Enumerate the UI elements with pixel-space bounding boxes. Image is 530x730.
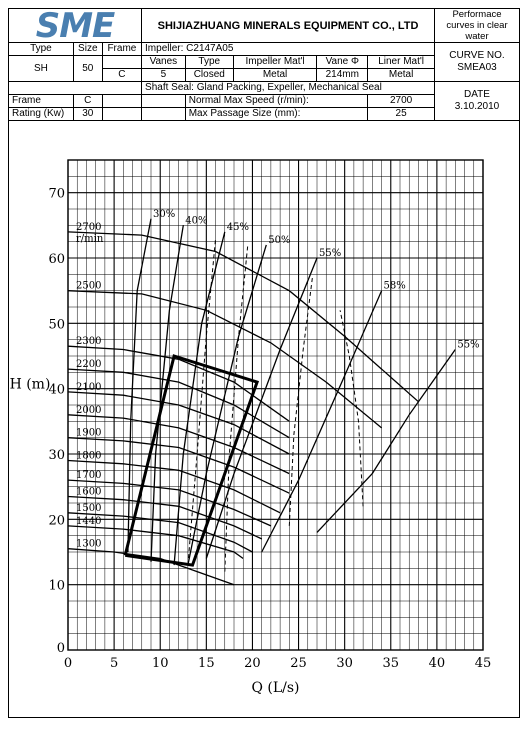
rating-label: Rating (Kw) [9,108,74,121]
y-tick-label: 10 [48,578,65,594]
x-tick-label: 20 [244,656,261,671]
speed-label-1900: 1900 [76,427,102,439]
x-tick-label: 30 [336,656,353,671]
date-value: 3.10.2010 [454,101,500,112]
y-tick-label: 70 [48,186,65,202]
x-tick-label: 40 [428,656,446,671]
blank-cell [102,95,141,108]
vane-diameter-label: Vane Φ [317,56,368,69]
speed-label-2100: 2100 [76,381,102,393]
max-passage-label: Max Passage Size (mm): [185,108,368,121]
y-tick-label: 30 [48,448,65,463]
blank-cell [142,95,186,108]
y-tick-label: 20 [48,513,65,529]
x-tick-label: 15 [198,656,215,671]
imp-material-label: Impeller Mat'l [233,56,316,69]
x-axis-label: Q (L/s) [251,680,300,696]
speed-label-1700: 1700 [76,470,102,482]
x-tick-label: 25 [290,656,307,671]
size-value: 50 [73,56,102,82]
performance-chart [8,150,520,705]
size-header: Size [73,43,102,56]
speed-label-2500: 2500 [76,280,102,292]
blank-cell [9,82,142,95]
x-tick-label: 5 [109,656,119,671]
y-tick-label: 60 [48,252,65,267]
y-tick-label: 50 [48,317,65,333]
blank-cell [102,108,141,121]
y-tick-label: 40 [48,382,65,398]
curve-number [435,43,520,82]
max-passage-value: 25 [368,108,435,121]
imp-type-value: Closed [185,69,233,82]
performance-note: Performace curves in clear water [435,9,520,43]
frame-label: Frame [9,95,74,108]
npshr-curve [225,245,248,572]
speed-label-2000: 2000 [76,404,102,416]
npshr-curve [188,238,216,565]
curve-number-label: CURVE NO. [449,50,505,61]
speed-label-1800: 1800 [76,450,102,462]
speed-label-1500: 1500 [76,502,102,514]
efficiency-label: 30% [153,208,176,220]
liner-material-value: Metal [368,69,435,82]
efficiency-curve [317,350,455,533]
max-speed-label: Normal Max Speed (r/min): [185,95,368,108]
imp-type-label: Type [185,56,233,69]
chart-grid [68,160,483,650]
blank-cell [142,108,186,121]
speed-label-1600: 1600 [76,486,102,498]
efficiency-label: 40% [185,215,208,227]
frame-value: C [102,69,141,82]
speed-label-1440: 1440 [76,515,102,527]
vanes-value: 5 [142,69,186,82]
type-header: Type [9,43,74,56]
imp-material-value: Metal [233,69,316,82]
rating-value: 30 [73,108,102,121]
date-cell [435,82,520,121]
x-tick-label: 35 [382,656,400,671]
speed-label-2300: 2300 [76,336,102,348]
x-tick-label: 10 [151,656,169,671]
y-tick-label: 0 [56,641,65,656]
speed-label-2700: 2700 [76,221,102,233]
chart-labels [48,187,491,671]
date-label: DATE [464,89,490,100]
frame-empty-cell [102,56,141,69]
efficiency-label: 45% [226,221,250,233]
npshr-curve [289,278,312,526]
company-logo: SME [9,9,142,43]
company-name: SHIJIAZHUANG MINERALS EQUIPMENT CO., LTD [142,9,435,43]
vane-diameter-value: 214mm [317,69,368,82]
speed-label-2200: 2200 [76,359,102,371]
shaft-seal: Shaft Seal: Gland Packing, Expeller, Mechanical Seal [142,82,435,95]
y-axis-label: H (m) [9,376,51,393]
speed-unit-label: r/min [76,233,104,245]
efficiency-label: 55% [457,339,480,351]
header-table [8,5,520,121]
vanes-label: Vanes [142,56,186,69]
frame-value-2: C [73,95,102,108]
efficiency-label: 58% [383,280,406,292]
efficiency-label: 50% [268,234,291,246]
efficiency-label: 55% [319,248,342,259]
frame-header: Frame [102,43,141,56]
speed-label-1300: 1300 [76,538,102,550]
curve-number-value: SMEA03 [457,62,497,73]
liner-material-label: Liner Mat'l [368,56,435,69]
type-value: SH [9,56,74,82]
x-tick-label: 45 [474,656,492,671]
x-tick-label: 0 [63,656,73,671]
impeller-label: Impeller: C2147A05 [142,43,435,56]
max-speed-value: 2700 [368,95,435,108]
